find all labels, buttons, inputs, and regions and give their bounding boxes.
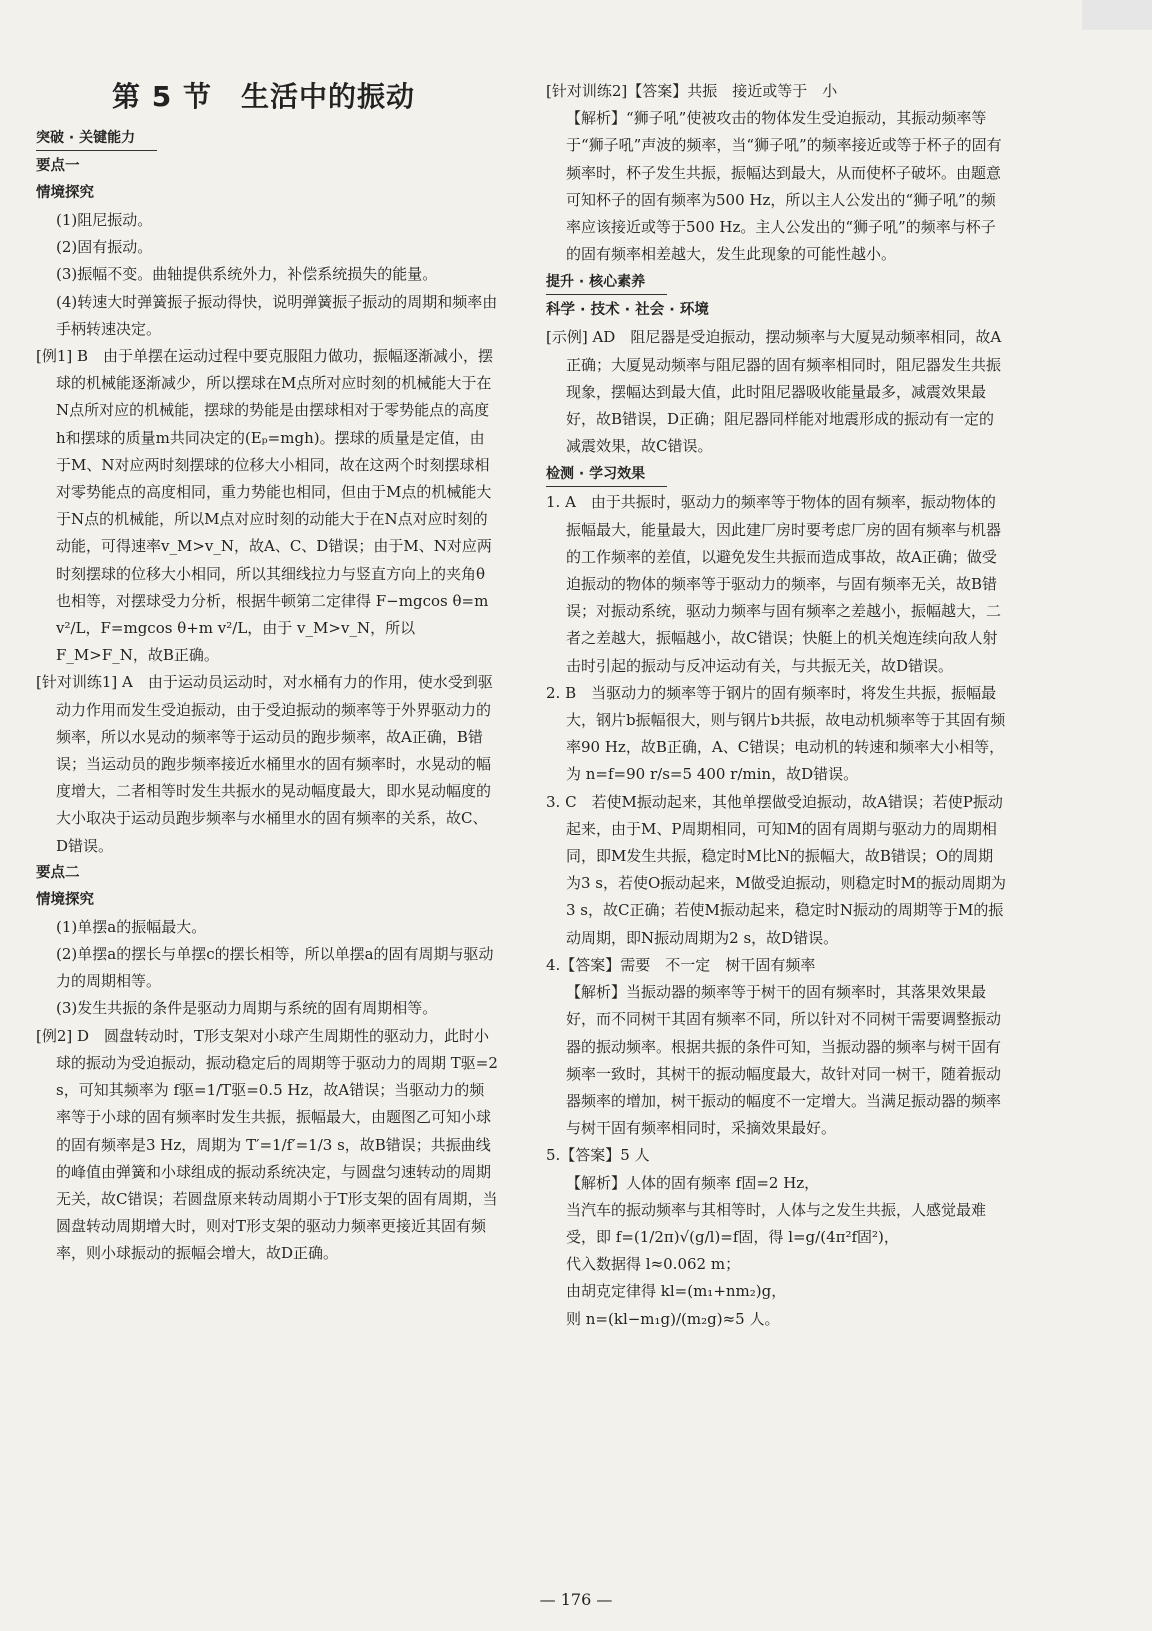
right-column — [546, 78, 1008, 1333]
answer-item: (1)阻尼振动。 — [56, 211, 153, 229]
question-5-explanation: 【解析】人体的固有频率 f固=2 Hz， — [566, 1173, 820, 1192]
question-5-explanation: 则 n=(kl−m₁g)/(m₂g)≈5 人。 — [566, 1309, 780, 1328]
question-3: 3. C 若使M振动起来，其他单摆做受迫振动，故A错误；若使P振动起来，由于M、P周期相同，可知M的固有周期与驱动力的周期相同，即M发生共振，稳定时M比N的振幅大，故B错误；O的周期为3 s，若使O振动起来，M做受迫振动，则稳定时M的振动周期为3 s，故C正确；若使M振动起来，稳定时N振动的周期等于M的振动周期，即N振动周期为2 s，故D错误。 — [546, 792, 1007, 947]
section-header-breakthrough: 突破 · 关键能力 — [36, 126, 157, 151]
scenario-heading-2: 情境探究 — [36, 891, 94, 908]
answer-item: (2)固有振动。 — [56, 238, 153, 257]
answer-item: (3)发生共振的条件是驱动力周期与系统的固有周期相等。 — [56, 999, 438, 1018]
training-1: [针对训练1] A 由于运动员运动时，对水桶有力的作用，使水受到驱动力作用而发生受迫振动，由于受迫振动的频率等于外界驱动力的频率，所以水晃动的频率等于运动员的跑步频率，故A正确，B错误；当运动员的跑步频率接近水桶里水的固有频率时，水晃动的幅度增大，二者相等时发生共振水的晃动幅度最大，即水晃动幅度的大小取决于运动员跑步频率与水桶里水的固有频率的关系，故C、D错误。 — [36, 673, 493, 855]
section-title: 第 5 节 生活中的振动 — [112, 80, 415, 113]
question-2: 2. B 当驱动力的频率等于钢片的固有频率时，将发生共振，振幅最大，钢片b振幅很大，则与钢片b共振，故电动机频率等于其固有频率90 Hz，故B正确，A、C错误；电动机的转速和频率大小相等，为 n=f=90 r/s=5 400 r/min，故D错误。 — [546, 683, 1006, 784]
question-1: 1. A 由于共振时，驱动力的频率等于物体的固有频率，振动物体的振幅最大，能量最大，因此建厂房时要考虑厂房的固有频率与机器的工作频率的差值，以避免发生共振而造成事故，故A正确；做受迫振动的物体的频率等于驱动力的频率，与固有频率无关，故B错误；对振动系统，驱动力频率与固有频率之差越小，振幅越大，二者之差越大，振幅越小，故C错误；快艇上的机关炮连续向敌人射击时引起的振动与反冲运动有关，与共振无关，故D错误。 — [546, 493, 1002, 675]
corner-mark — [1082, 0, 1152, 30]
question-5-explanation: 代入数据得 l≈0.062 m； — [566, 1255, 741, 1274]
section-header-literacy: 提升 · 核心素养 — [546, 270, 667, 295]
topic-heading: 科学 · 技术 · 社会 · 环境 — [546, 302, 709, 319]
example-1: [例1] B 由于单摆在运动过程中要克服阻力做功，振幅逐渐减小，摆球的机械能逐渐减少，所以摆球在M点所对应时刻的机械能大于在N点所对应的机械能，摆球的势能是由摆球相对于零势能点的高度h和摆球的质量m共同决定的(Eₚ=mgh)。摆球的质量是定值，由于M、N对应两时刻摆球的位移大小相同，故在这两个时刻摆球相对零势能点的高度相同，重力势能也相同，但由于M点的机械能大于N点的机械能，所以M点对应时刻的动能大于在N点对应时刻的动能，可得速率v_M>v_N，故A、C、D错误；由于M、N对应两时刻摆球的位移大小相同，所以其细线拉力与竖直方向上的夹角θ也相等，对摆球受力分析，根据牛顿第二定律得 F−mgcos θ=m v²/L，F=mgcos θ+m v²/L，由于 v_M>v_N，所以F_M>F_N，故B正确。 — [36, 347, 494, 665]
question-5-answer: 5.【答案】5 人 — [546, 1146, 650, 1165]
training-2-answer: [针对训练2]【答案】共振 接近或等于 小 — [546, 82, 838, 100]
training-2-explanation: 【解析】“狮子吼”使被攻击的物体发生受迫振动，其振动频率等于“狮子吼”声波的频率，当“狮子吼”的频率接近或等于杯子的固有频率时，杯子发生共振，振幅达到最大，从而使杯子破坏。由题意可知杯子的固有频率为500 Hz，所以主人公发出的“狮子吼”的频率应该接近或等于500 Hz。主人公发出的“狮子吼”的频率与杯子的固有频率相差越大，发生此现象的可能性越小。 — [566, 109, 1002, 264]
section-header-check: 检测 · 学习效果 — [546, 462, 667, 487]
key-point-2: 要点二 — [36, 864, 80, 881]
question-4-answer: 4.【答案】需要 不一定 树干固有频率 — [546, 955, 816, 974]
example-2: [例2] D 圆盘转动时，T形支架对小球产生周期性的驱动力，此时小球的振动为受迫振动，振动稳定后的周期等于驱动力的周期 T驱=2 s，可知其频率为 f驱=1/T驱=0.5 Hz，故A错误；当驱动力的频率等于小球的固有频率时发生共振，振幅最大，由题图乙可知小球的固有频率是3 Hz，周期为 T′=1/f′=1/3 s，故B错误；共振曲线的峰值由弹簧和小球组成的振动系统决定，与圆盘匀速转动的周期无关，故C错误；若圆盘原来转动周期小于T形支架的固有周期，当圆盘转动周期增大时，则对T形支架的驱动力频率更接近其固有频率，则小球振动的振幅会增大，故D正确。 — [36, 1026, 498, 1263]
answer-item: (2)单摆a的摆长与单摆c的摆长相等，所以单摆a的固有周期与驱动力的周期相等。 — [56, 945, 494, 991]
scenario-heading-1: 情境探究 — [36, 185, 94, 201]
key-point-1: 要点一 — [36, 158, 80, 174]
answer-item: (1)单摆a的振幅最大。 — [56, 917, 207, 936]
answer-item: (4)转速大时弹簧振子振动得快，说明弹簧振子振动的周期和频率由手柄转速决定。 — [56, 292, 498, 338]
answer-item: (3)振幅不变。曲轴提供系统外力，补偿系统损失的能量。 — [56, 265, 438, 284]
question-5-explanation: 由胡克定律得 kl=(m₁+nm₂)g， — [566, 1282, 787, 1301]
sample-answer: [示例] AD 阻尼器是受迫振动，摆动频率与大厦晃动频率相同，故A正确；大厦晃动频率与阻尼器的固有频率相同时，阻尼器发生共振现象，摆幅达到最大值，此时阻尼器吸收能量最多，减震效果最好，故B错误，D正确；阻尼器同样能对地震形成的振动有一定的减震效果，故C错误。 — [546, 328, 1002, 456]
question-5-explanation: 当汽车的振动频率与其相等时，人体与之发生共振，人感觉最难受，即 f=(1/2π)√(g/l)=f固，得 l=g/(4π²f固²)， — [566, 1200, 987, 1246]
left-column — [36, 78, 498, 1268]
page-number: — 176 — — [539, 1590, 613, 1609]
question-4-explanation: 【解析】当振动器的频率等于树干的固有频率时，其落果效果最好，而不同树干其固有频率不同，所以针对不同树干需要调整振动器的振动频率。根据共振的条件可知，当振动器的频率与树干固有频率一致时，其树干的振动幅度最大，故针对同一树干，随着振动器频率的增加，树干振动的幅度不一定增大。当满足振动器的频率与树干固有频率相同时，采摘效果最好。 — [566, 983, 1002, 1138]
